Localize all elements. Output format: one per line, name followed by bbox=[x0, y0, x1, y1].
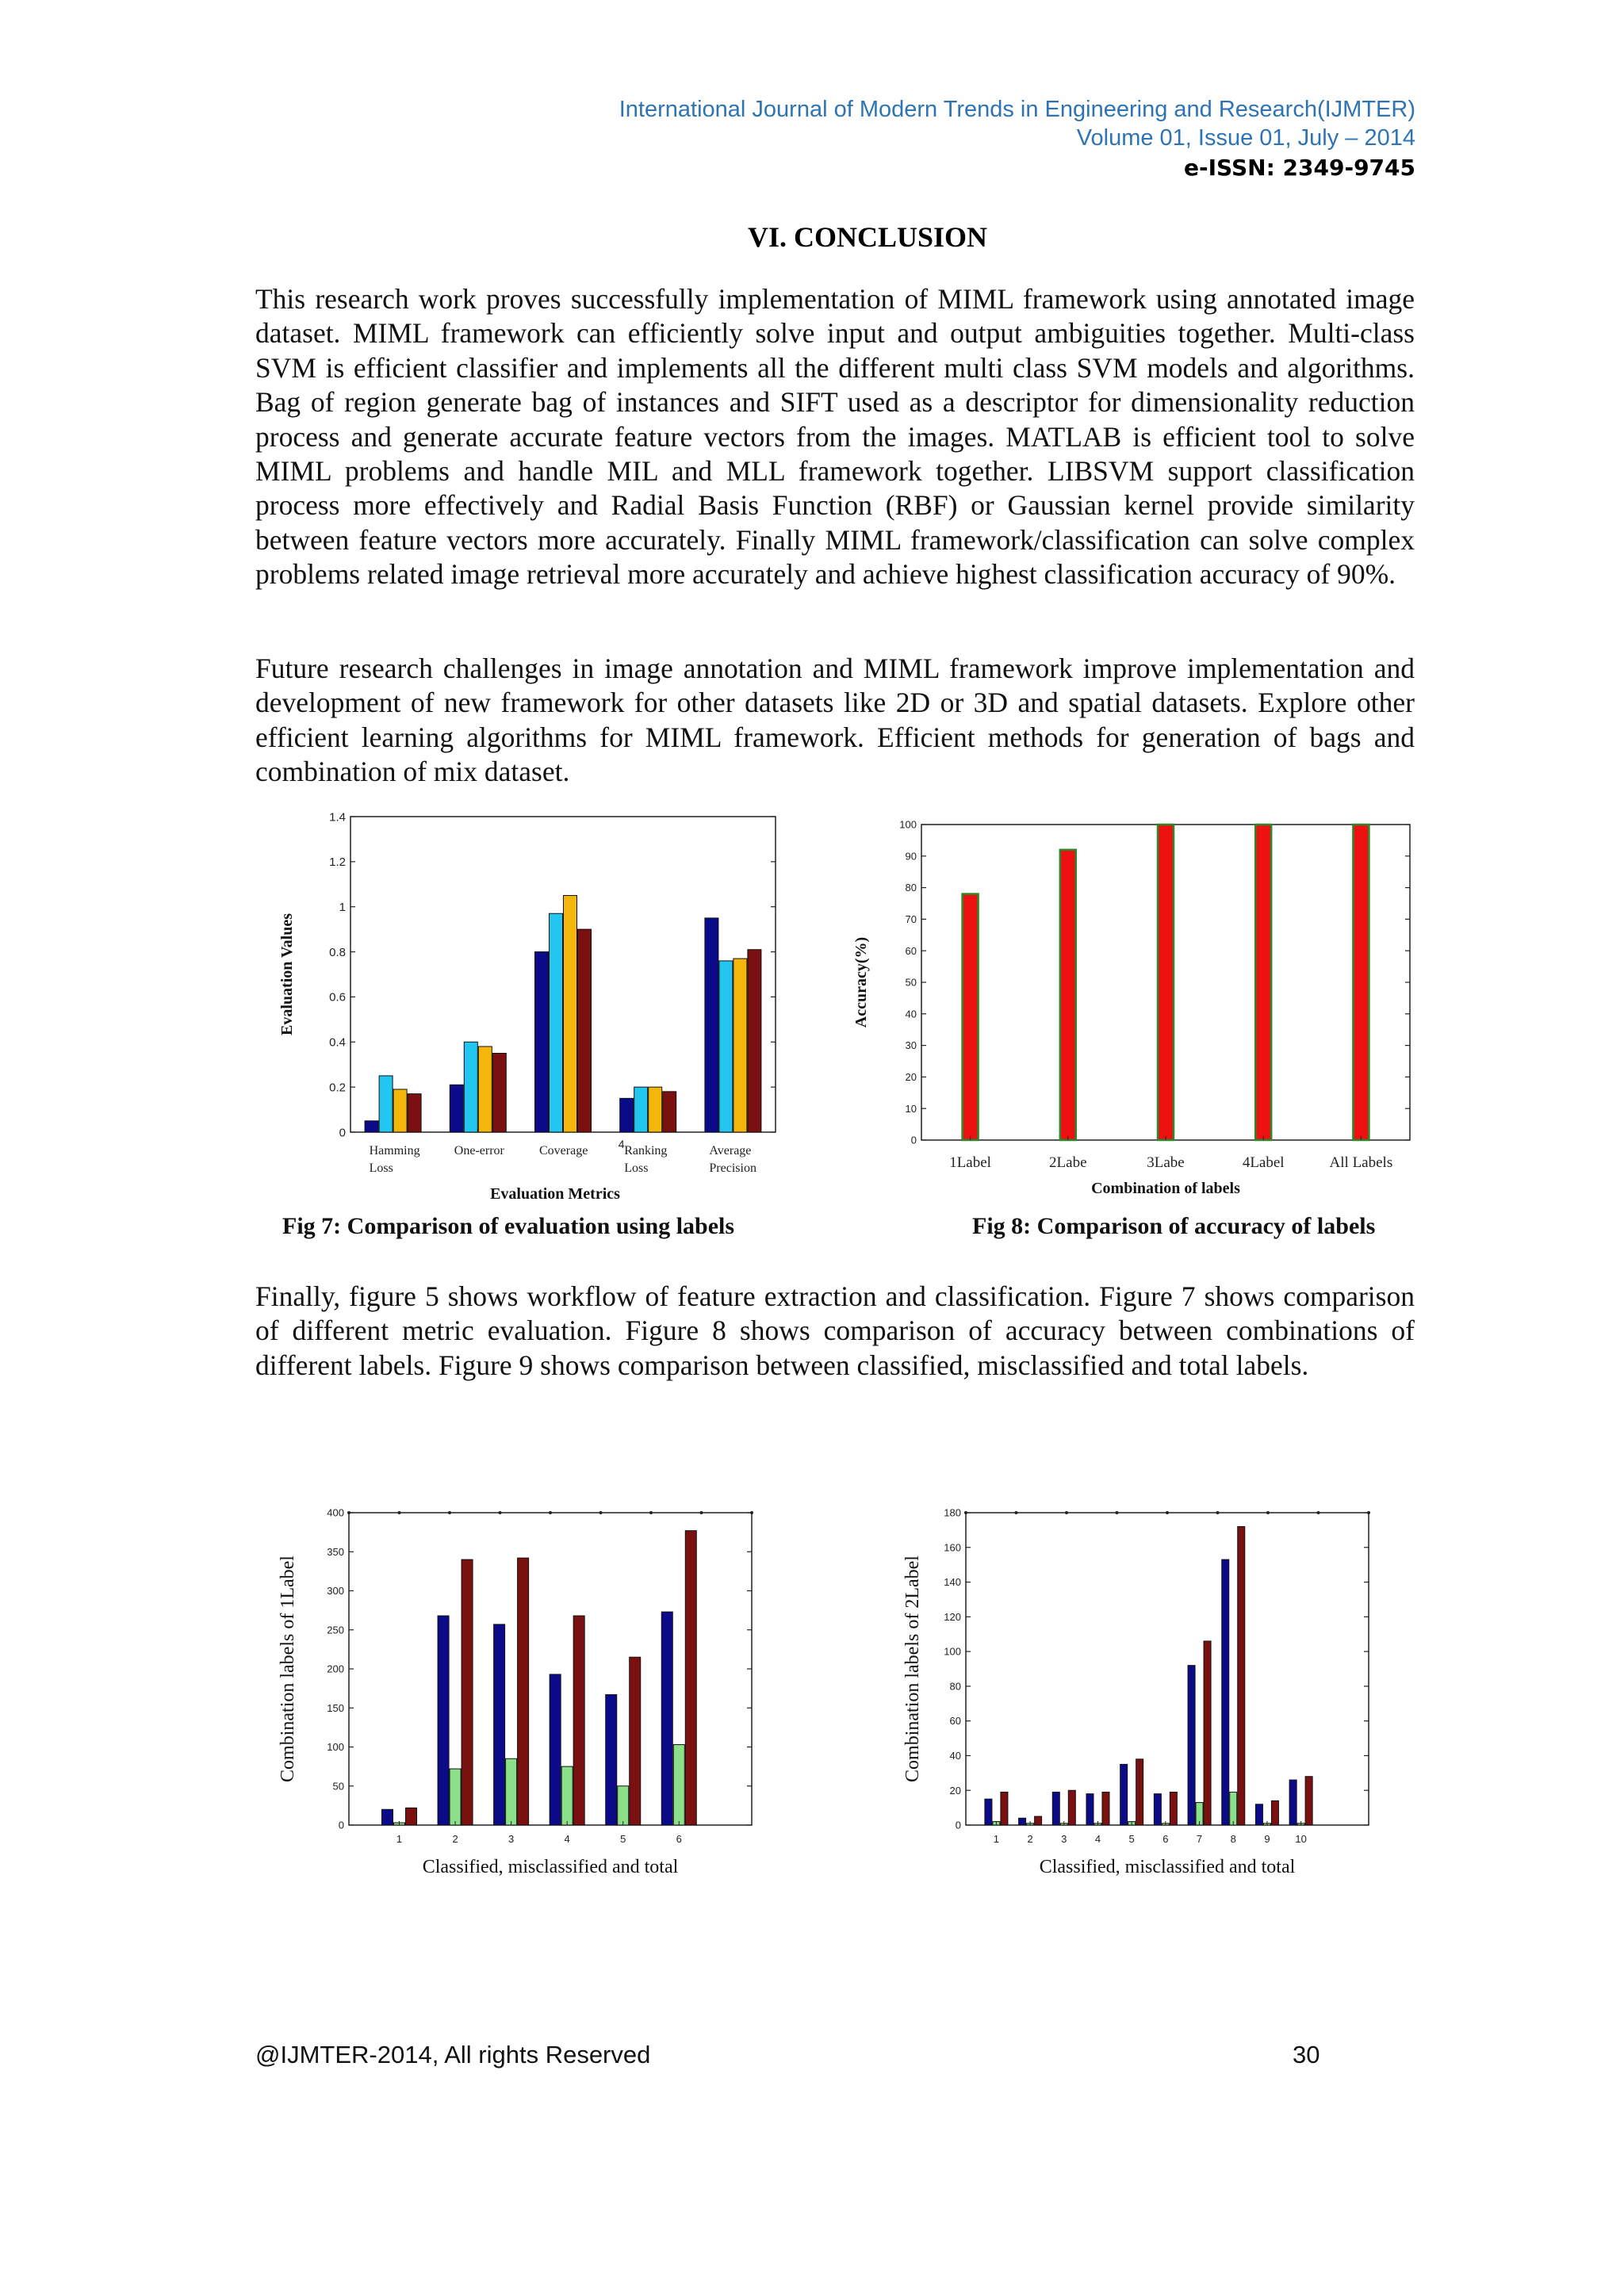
bar-total-6 bbox=[685, 1531, 696, 1825]
bar-s4-4 bbox=[663, 1092, 676, 1132]
bar-classified-2 bbox=[1019, 1818, 1026, 1825]
bar-classified-6 bbox=[1154, 1794, 1161, 1825]
y-tick-label: 300 bbox=[327, 1585, 344, 1598]
bar-misclassified-2 bbox=[450, 1769, 461, 1825]
bar-classified-3 bbox=[494, 1624, 505, 1825]
frame-dot bbox=[347, 1511, 350, 1514]
y-tick-label: 1.4 bbox=[329, 810, 346, 825]
journal-title: International Journal of Modern Trends in Engineering and Research(IJMTER) bbox=[619, 97, 1415, 122]
bar-s4-3 bbox=[578, 929, 592, 1132]
x-axis-label: Combination of labels bbox=[1091, 1180, 1240, 1197]
frame-dot bbox=[1317, 1511, 1320, 1514]
y-tick-label: 0.4 bbox=[329, 1035, 346, 1050]
x-category-label: 10 bbox=[1295, 1833, 1307, 1845]
bar-total-7 bbox=[1204, 1641, 1211, 1825]
bar-s2-1 bbox=[379, 1076, 393, 1132]
bar-accuracy-1 bbox=[963, 894, 979, 1140]
y-axis-label: Evaluation Values bbox=[278, 913, 296, 1035]
fig9-1label-chart bbox=[270, 1498, 785, 1895]
x-category-line: Ranking bbox=[624, 1144, 668, 1158]
fig8-caption: Fig 8: Comparison of accuracy of labels bbox=[972, 1213, 1376, 1239]
x-category-label: 1 bbox=[993, 1833, 1000, 1845]
conclusion-paragraph-2: Future research challenges in image annotation and MIML framework improve implementation and development of new framework for other datasets like 2D or 3D and spatial datasets. Explore other efficient learning algorithms for MIML framework. Efficient methods for generation of bags and combination of mix dataset. bbox=[255, 652, 1415, 788]
x-category-label bbox=[624, 1144, 667, 1175]
x-category-label: 4 bbox=[1094, 1833, 1101, 1845]
bar-s3-5 bbox=[733, 959, 747, 1132]
x-category-label: 3 bbox=[508, 1833, 515, 1845]
bar-accuracy-2 bbox=[1060, 850, 1076, 1140]
x-category-label: 3Labe bbox=[1147, 1154, 1185, 1171]
bar-classified-4 bbox=[550, 1674, 561, 1825]
frame-dot bbox=[599, 1511, 603, 1514]
bar-total-3 bbox=[1068, 1790, 1075, 1825]
bar-classified-10 bbox=[1289, 1780, 1297, 1825]
x-category-line: Hamming bbox=[369, 1144, 420, 1158]
bar-classified-6 bbox=[661, 1612, 672, 1825]
y-tick-label: 100 bbox=[327, 1741, 344, 1754]
x-category-label bbox=[370, 1144, 420, 1175]
y-axis-label: Accuracy(%) bbox=[852, 936, 870, 1028]
footer-copyright: @IJMTER-2014, All rights Reserved bbox=[255, 2041, 651, 2068]
x-category-label: 9 bbox=[1264, 1833, 1270, 1845]
bar-s1-5 bbox=[705, 918, 718, 1132]
bar-total-1 bbox=[1001, 1792, 1008, 1825]
y-tick-label: 80 bbox=[905, 882, 917, 894]
x-category-label: 5 bbox=[620, 1833, 626, 1845]
y-tick-label: 50 bbox=[905, 976, 917, 989]
frame-dot bbox=[1266, 1511, 1270, 1514]
y-tick-label: 1.2 bbox=[329, 855, 346, 870]
frame-dot bbox=[750, 1511, 753, 1514]
bar-classified-2 bbox=[438, 1616, 449, 1825]
y-tick-label: 0.2 bbox=[329, 1081, 346, 1095]
x-category-line: Coverage bbox=[539, 1144, 588, 1158]
bar-classified-8 bbox=[1222, 1559, 1229, 1825]
figures-paragraph: Finally, figure 5 shows workflow of feature extraction and classification. Figure 7 shows comparison of different metric evaluation. Figure 8 shows comparison of accuracy between combinations of different labels. Figure 9 shows comparison between classified, misclassified and total labels. bbox=[255, 1280, 1415, 1381]
x-category-line: One-error bbox=[454, 1144, 504, 1158]
bar-total-10 bbox=[1305, 1777, 1312, 1825]
bar-total-8 bbox=[1238, 1527, 1245, 1825]
y-tick-label: 80 bbox=[949, 1680, 961, 1693]
y-tick-label: 60 bbox=[905, 944, 917, 957]
y-tick-label: 200 bbox=[327, 1663, 344, 1675]
frame-dot bbox=[1166, 1511, 1169, 1514]
frame-dot bbox=[700, 1511, 703, 1514]
x-category-label: 5 bbox=[1128, 1833, 1135, 1845]
bar-accuracy-4 bbox=[1255, 825, 1271, 1140]
y-tick-label: 10 bbox=[905, 1102, 917, 1115]
bar-s2-2 bbox=[464, 1042, 477, 1132]
bar-s4-5 bbox=[748, 950, 761, 1132]
x-category-label: 4 bbox=[564, 1833, 570, 1845]
x-axis-label: Evaluation Metrics bbox=[490, 1185, 620, 1203]
journal-volume: Volume 01, Issue 01, July – 2014 bbox=[1076, 125, 1415, 151]
x-axis-label: Classified, misclassified and total bbox=[1039, 1857, 1296, 1877]
frame-dot bbox=[649, 1511, 653, 1514]
bar-s1-2 bbox=[450, 1085, 463, 1132]
x-category-line: Precision bbox=[709, 1161, 756, 1175]
journal-issn: e-ISSN: 2349-9745 bbox=[1184, 155, 1415, 181]
frame-dot bbox=[1116, 1511, 1119, 1514]
x-category-label: 1 bbox=[396, 1833, 403, 1845]
bar-misclassified-4 bbox=[561, 1766, 573, 1825]
footer-page-number: 30 bbox=[1293, 2041, 1320, 2068]
x-axis-label: Classified, misclassified and total bbox=[422, 1857, 679, 1877]
x-category-label: 2 bbox=[1027, 1833, 1033, 1845]
bar-misclassified-8 bbox=[1230, 1792, 1237, 1825]
y-tick-label: 30 bbox=[905, 1039, 917, 1052]
x-category-line: Loss bbox=[369, 1161, 393, 1175]
frame-dot bbox=[549, 1511, 552, 1514]
x-category-label: 6 bbox=[676, 1833, 682, 1845]
fig7-caption: Fig 7: Comparison of evaluation using labels bbox=[282, 1213, 735, 1239]
x-category-label bbox=[539, 1144, 588, 1158]
bar-s3-1 bbox=[393, 1089, 407, 1132]
frame-dot bbox=[499, 1511, 502, 1514]
x-category-label: 4Label bbox=[1242, 1154, 1285, 1171]
bar-classified-9 bbox=[1255, 1804, 1262, 1825]
y-tick-label: 70 bbox=[905, 913, 917, 925]
bar-total-2 bbox=[462, 1559, 473, 1825]
frame-dot bbox=[1015, 1511, 1018, 1514]
x-category-label: All Labels bbox=[1329, 1154, 1393, 1171]
fig8-accuracy-chart bbox=[848, 807, 1419, 1203]
frame-dot bbox=[398, 1511, 401, 1514]
bar-total-6 bbox=[1170, 1792, 1177, 1825]
x-category-line: Loss bbox=[624, 1161, 649, 1175]
y-tick-label: 20 bbox=[949, 1784, 961, 1797]
x-category-label: 3 bbox=[1061, 1833, 1067, 1845]
bar-total-4 bbox=[1102, 1792, 1109, 1825]
y-tick-label: 40 bbox=[949, 1749, 961, 1762]
bar-classified-5 bbox=[1120, 1764, 1128, 1825]
bar-classified-5 bbox=[606, 1695, 617, 1825]
bar-classified-1 bbox=[985, 1799, 992, 1825]
frame-dot bbox=[448, 1511, 451, 1514]
bar-misclassified-3 bbox=[506, 1758, 517, 1825]
y-tick-label: 90 bbox=[905, 850, 917, 863]
bar-s4-2 bbox=[492, 1054, 506, 1133]
x-category-label: 6 bbox=[1162, 1833, 1169, 1845]
x-category-line: Average bbox=[709, 1144, 752, 1158]
bar-total-3 bbox=[518, 1558, 529, 1825]
stray-tick-label: 4 bbox=[618, 1138, 625, 1150]
y-tick-label: 350 bbox=[327, 1545, 344, 1558]
bar-total-5 bbox=[630, 1657, 641, 1825]
y-tick-label: 0.8 bbox=[329, 945, 346, 959]
bar-total-4 bbox=[573, 1616, 584, 1825]
frame-dot bbox=[964, 1511, 967, 1514]
y-tick-label: 250 bbox=[327, 1624, 344, 1636]
y-tick-label: 0 bbox=[339, 1126, 346, 1140]
y-tick-label: 150 bbox=[327, 1701, 344, 1714]
y-tick-label: 100 bbox=[944, 1645, 961, 1658]
conclusion-paragraph-1: This research work proves successfully implementation of MIML framework using annotated image dataset. MIML framework can efficiently solve input and output ambiguities together. Multi-class SVM is efficient classifier and implements all the different multi class SVM models and algorithms. Bag of region generate bag of instances and SIFT used as a descriptor for dimensionality reduction process and generate accurate feature vectors from the images. MATLAB is efficient tool to solve MIML problems and handle MIL and MLL framework together. LIBSVM support classification process more effectively and Radial Basis Function (RBF) or Gaussian kernel provide similarity between feature vectors more accurately. Finally MIML framework/classification can solve complex problems related image retrieval more accurately and achieve highest classification accuracy of 90%. bbox=[255, 283, 1415, 591]
bar-s3-4 bbox=[649, 1087, 662, 1132]
y-tick-label: 160 bbox=[944, 1541, 961, 1554]
bar-s3-3 bbox=[564, 896, 577, 1133]
bar-s2-4 bbox=[634, 1087, 648, 1132]
bar-s4-1 bbox=[408, 1094, 421, 1132]
y-tick-label: 180 bbox=[944, 1506, 961, 1519]
bar-classified-3 bbox=[1052, 1792, 1059, 1825]
bar-total-1 bbox=[406, 1808, 417, 1825]
bar-total-2 bbox=[1035, 1816, 1042, 1825]
bar-s1-1 bbox=[365, 1121, 378, 1132]
y-tick-label: 100 bbox=[899, 818, 917, 831]
bar-classified-7 bbox=[1188, 1666, 1195, 1825]
x-category-label: 8 bbox=[1230, 1833, 1236, 1845]
y-tick-label: 400 bbox=[327, 1506, 344, 1519]
y-tick-label: 20 bbox=[905, 1070, 917, 1083]
bar-classified-1 bbox=[382, 1809, 393, 1825]
bar-total-9 bbox=[1271, 1800, 1278, 1825]
bar-s3-2 bbox=[478, 1047, 492, 1132]
x-category-label: 7 bbox=[1196, 1833, 1203, 1845]
frame-dot bbox=[1367, 1511, 1370, 1514]
bar-accuracy-5 bbox=[1353, 825, 1369, 1140]
frame-dot bbox=[1216, 1511, 1220, 1514]
y-tick-label: 0 bbox=[955, 1819, 961, 1831]
x-category-label: 2 bbox=[452, 1833, 458, 1845]
y-tick-label: 0.6 bbox=[329, 990, 346, 1004]
bar-misclassified-5 bbox=[618, 1786, 629, 1825]
y-tick-label: 50 bbox=[332, 1780, 344, 1793]
x-category-label bbox=[709, 1144, 756, 1175]
y-tick-label: 40 bbox=[905, 1008, 917, 1020]
bar-total-5 bbox=[1136, 1759, 1143, 1825]
y-axis-label: Combination labels of 1Label bbox=[278, 1556, 298, 1782]
x-category-label bbox=[454, 1144, 505, 1158]
y-tick-label: 1 bbox=[339, 900, 346, 914]
fig9-2label-chart bbox=[894, 1498, 1402, 1895]
bar-s2-3 bbox=[550, 913, 563, 1132]
y-tick-label: 120 bbox=[944, 1610, 961, 1623]
y-tick-label: 60 bbox=[949, 1715, 961, 1728]
bar-misclassified-6 bbox=[673, 1745, 684, 1825]
x-category-label: 1Label bbox=[949, 1154, 991, 1171]
fig7-evaluation-chart bbox=[270, 802, 793, 1223]
bar-s1-4 bbox=[620, 1098, 634, 1132]
section-heading: VI. CONCLUSION bbox=[747, 221, 988, 253]
y-tick-label: 140 bbox=[944, 1576, 961, 1589]
bar-s1-3 bbox=[535, 952, 549, 1132]
bar-classified-4 bbox=[1086, 1794, 1094, 1825]
y-axis-label: Combination labels of 2Label bbox=[902, 1556, 923, 1782]
y-tick-label: 0 bbox=[338, 1819, 344, 1831]
frame-dot bbox=[1065, 1511, 1068, 1514]
bar-s2-5 bbox=[719, 961, 733, 1132]
x-category-label: 2Labe bbox=[1049, 1154, 1087, 1171]
bar-accuracy-3 bbox=[1158, 825, 1174, 1140]
y-tick-label: 0 bbox=[910, 1134, 917, 1146]
